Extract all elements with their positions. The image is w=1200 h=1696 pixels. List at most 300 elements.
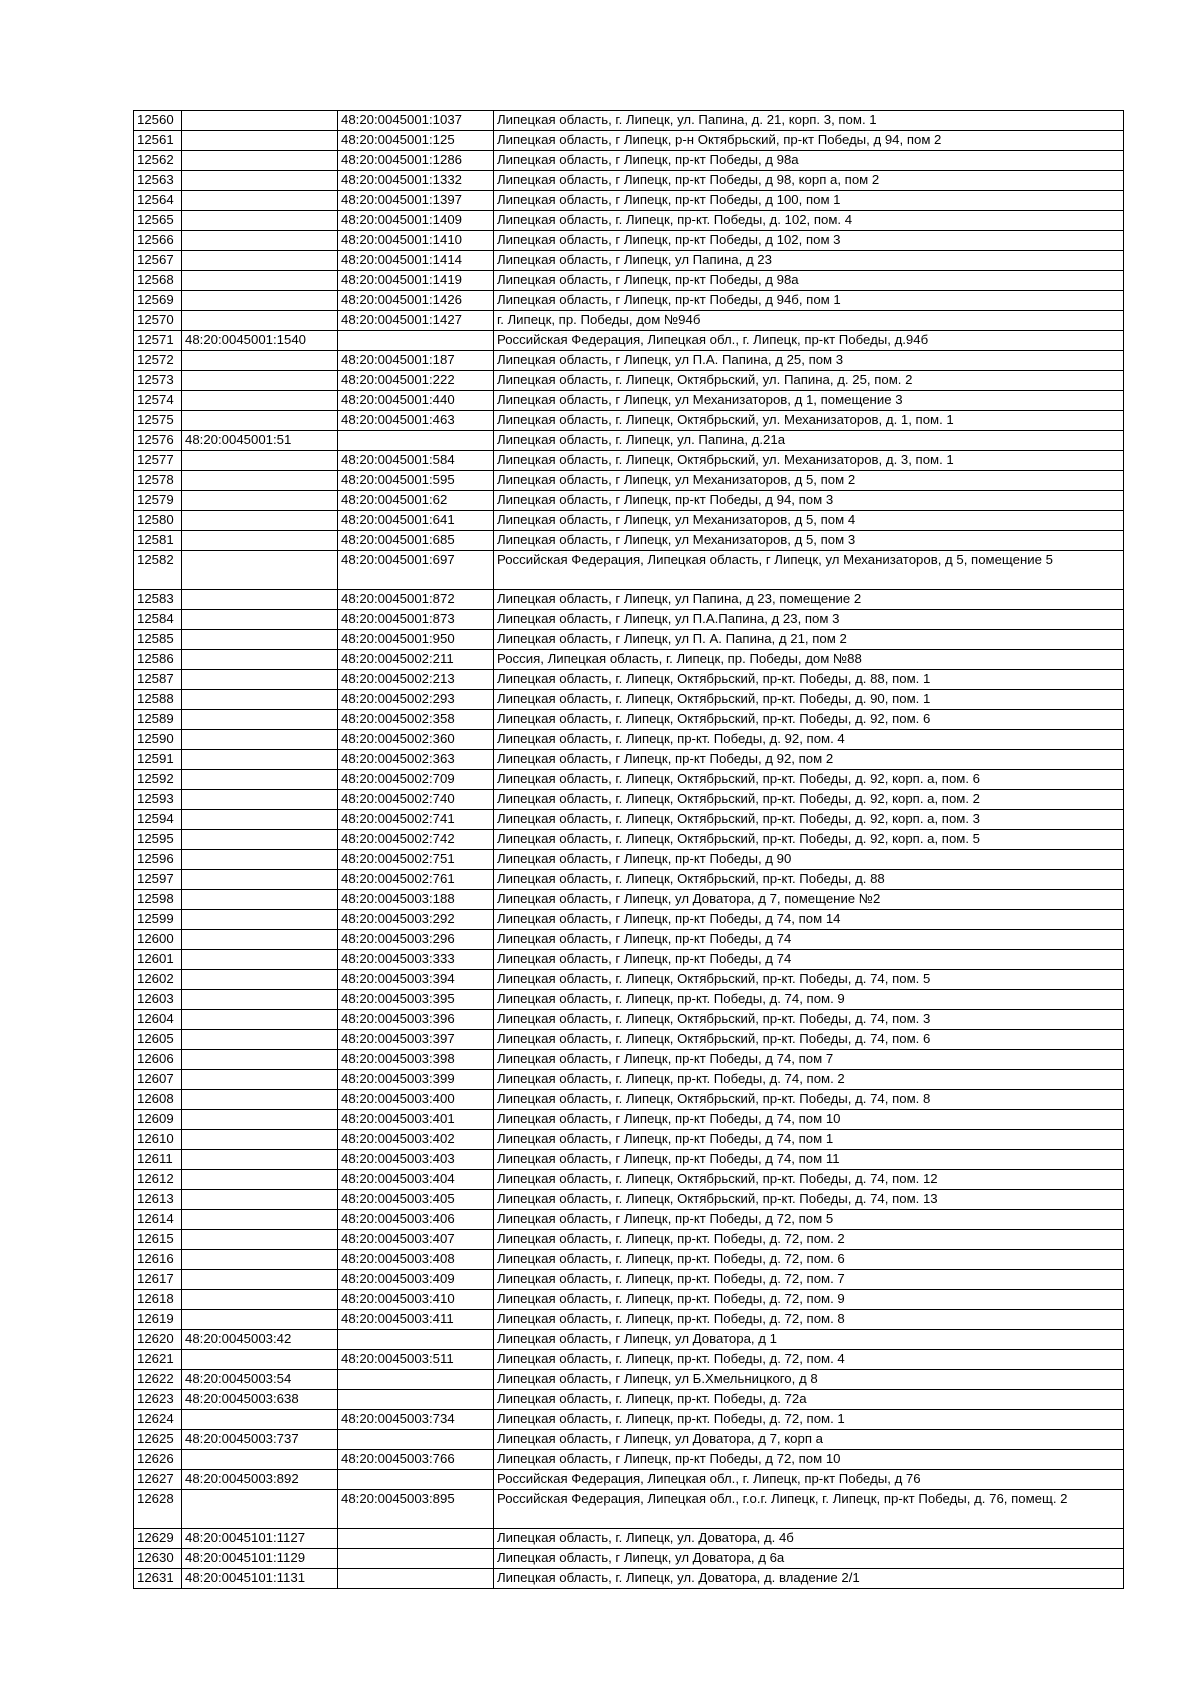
table-row <box>134 1470 1124 1490</box>
table-row <box>134 431 1124 451</box>
cadastral-number-premises-cell: 48:20:0045002:742 <box>338 830 494 850</box>
address-cell: Липецкая область, г. Липецк, Октябрьский, пр-кт. Победы, д. 88, пом. 1 <box>494 670 1124 690</box>
address-cell: Липецкая область, г Липецк, ул Б.Хмельницкого, д 8 <box>494 1370 1124 1390</box>
cadastral-number-land-cell <box>182 1050 338 1070</box>
row-number-cell: 12578 <box>134 471 182 491</box>
cadastral-number-premises-cell: 48:20:0045003:408 <box>338 1250 494 1270</box>
table-row <box>134 810 1124 830</box>
address-cell: Липецкая область, г. Липецк, Октябрьский, пр-кт. Победы, д. 92, пом. 6 <box>494 710 1124 730</box>
cadastral-number-premises-cell: 48:20:0045003:333 <box>338 950 494 970</box>
row-number-cell: 12595 <box>134 830 182 850</box>
row-number-cell: 12583 <box>134 590 182 610</box>
cadastral-number-land-cell <box>182 610 338 630</box>
cadastral-number-land-cell <box>182 291 338 311</box>
row-number-cell: 12581 <box>134 531 182 551</box>
address-cell: Липецкая область, г. Липецк, Октябрьский, пр-кт. Победы, д. 74, пом. 5 <box>494 970 1124 990</box>
cadastral-number-land-cell <box>182 1090 338 1110</box>
cadastral-number-premises-cell: 48:20:0045001:1414 <box>338 251 494 271</box>
table-row <box>134 990 1124 1010</box>
table-row <box>134 1070 1124 1090</box>
cadastral-number-land-cell <box>182 1230 338 1250</box>
cadastral-number-premises-cell: 48:20:0045003:395 <box>338 990 494 1010</box>
table-row <box>134 191 1124 211</box>
cadastral-number-premises-cell <box>338 1370 494 1390</box>
cadastral-number-land-cell <box>182 1350 338 1370</box>
row-number-cell: 12564 <box>134 191 182 211</box>
cadastral-number-premises-cell: 48:20:0045002:211 <box>338 650 494 670</box>
row-number-cell: 12616 <box>134 1250 182 1270</box>
table-row <box>134 910 1124 930</box>
cadastral-number-premises-cell: 48:20:0045003:394 <box>338 970 494 990</box>
cadastral-number-land-cell <box>182 1110 338 1130</box>
cadastral-number-land-cell <box>182 1290 338 1310</box>
address-cell: Липецкая область, г. Липецк, пр-кт. Победы, д. 92, пом. 4 <box>494 730 1124 750</box>
cadastral-number-premises-cell: 48:20:0045001:187 <box>338 351 494 371</box>
cadastral-number-land-cell <box>182 131 338 151</box>
row-number-cell: 12563 <box>134 171 182 191</box>
table-row <box>134 151 1124 171</box>
cadastral-number-premises-cell: 48:20:0045003:410 <box>338 1290 494 1310</box>
table-row <box>134 471 1124 491</box>
row-number-cell: 12615 <box>134 1230 182 1250</box>
cadastral-number-land-cell <box>182 231 338 251</box>
address-cell: Липецкая область, г Липецк, ул Доватора, д 1 <box>494 1330 1124 1350</box>
cadastral-number-land-cell <box>182 511 338 531</box>
row-number-cell: 12592 <box>134 770 182 790</box>
row-number-cell: 12617 <box>134 1270 182 1290</box>
row-number-cell: 12611 <box>134 1150 182 1170</box>
cadastral-number-premises-cell: 48:20:0045001:595 <box>338 471 494 491</box>
table-row <box>134 171 1124 191</box>
cadastral-number-premises-cell: 48:20:0045002:761 <box>338 870 494 890</box>
cadastral-number-land-cell <box>182 371 338 391</box>
table-row <box>134 531 1124 551</box>
address-cell: Липецкая область, г. Липецк, ул. Папина, д. 21, корп. 3, пом. 1 <box>494 111 1124 131</box>
table-row <box>134 1490 1124 1529</box>
address-cell: Липецкая область, г. Липецк, Октябрьский, пр-кт. Победы, д. 74, пом. 3 <box>494 1010 1124 1030</box>
address-cell: Липецкая область, г. Липецк, пр-кт. Победы, д. 72, пом. 4 <box>494 1350 1124 1370</box>
table-row <box>134 371 1124 391</box>
table-row <box>134 1190 1124 1210</box>
cadastral-number-land-cell <box>182 1150 338 1170</box>
address-cell: Липецкая область, г. Липецк, пр-кт. Победы, д. 72, пом. 9 <box>494 1290 1124 1310</box>
table-row <box>134 1370 1124 1390</box>
cadastral-number-land-cell <box>182 551 338 590</box>
table-row <box>134 511 1124 531</box>
row-number-cell: 12625 <box>134 1430 182 1450</box>
cadastral-number-land-cell <box>182 211 338 231</box>
table-row <box>134 1290 1124 1310</box>
cadastral-number-land-cell <box>182 171 338 191</box>
cadastral-number-land-cell <box>182 1030 338 1050</box>
table-row <box>134 131 1124 151</box>
table-row <box>134 451 1124 471</box>
table-row <box>134 311 1124 331</box>
cadastral-number-premises-cell: 48:20:0045003:398 <box>338 1050 494 1070</box>
address-cell: Липецкая область, г. Липецк, пр-кт. Победы, д. 72, пом. 2 <box>494 1230 1124 1250</box>
address-cell: Липецкая область, г. Липецк, пр-кт. Победы, д. 72, пом. 8 <box>494 1310 1124 1330</box>
cadastral-number-land-cell <box>182 1450 338 1470</box>
table-row <box>134 790 1124 810</box>
cadastral-number-premises-cell: 48:20:0045003:188 <box>338 890 494 910</box>
address-cell: Липецкая область, г Липецк, пр-кт Победы, д 94б, пом 1 <box>494 291 1124 311</box>
table-row <box>134 231 1124 251</box>
row-number-cell: 12613 <box>134 1190 182 1210</box>
cadastral-number-land-cell: 48:20:0045003:42 <box>182 1330 338 1350</box>
table-row <box>134 351 1124 371</box>
row-number-cell: 12594 <box>134 810 182 830</box>
cadastral-number-premises-cell <box>338 1330 494 1350</box>
table-row <box>134 690 1124 710</box>
cadastral-number-land-cell <box>182 950 338 970</box>
row-number-cell: 12612 <box>134 1170 182 1190</box>
row-number-cell: 12590 <box>134 730 182 750</box>
cadastral-number-land-cell <box>182 890 338 910</box>
row-number-cell: 12560 <box>134 111 182 131</box>
cadastral-number-premises-cell: 48:20:0045001:584 <box>338 451 494 471</box>
cadastral-number-land-cell: 48:20:0045001:51 <box>182 431 338 451</box>
cadastral-number-land-cell <box>182 590 338 610</box>
row-number-cell: 12597 <box>134 870 182 890</box>
cadastral-number-premises-cell: 48:20:0045001:1409 <box>338 211 494 231</box>
cadastral-number-land-cell <box>182 1210 338 1230</box>
row-number-cell: 12621 <box>134 1350 182 1370</box>
cadastral-number-premises-cell: 48:20:0045002:360 <box>338 730 494 750</box>
cadastral-number-premises-cell: 48:20:0045003:401 <box>338 1110 494 1130</box>
row-number-cell: 12622 <box>134 1370 182 1390</box>
address-cell: Российская Федерация, Липецкая обл., г.о.г. Липецк, г. Липецк, пр-кт Победы, д. 76, помещ. 2 <box>494 1490 1124 1529</box>
address-cell: Липецкая область, г. Липецк, ул. Доватора, д. владение 2/1 <box>494 1569 1124 1589</box>
cadastral-number-land-cell <box>182 1190 338 1210</box>
table-row <box>134 1030 1124 1050</box>
cadastral-number-land-cell <box>182 111 338 131</box>
address-cell: Липецкая область, г. Липецк, пр-кт. Победы, д. 74, пом. 9 <box>494 990 1124 1010</box>
table-row <box>134 750 1124 770</box>
table-row <box>134 1250 1124 1270</box>
cadastral-number-premises-cell: 48:20:0045002:363 <box>338 750 494 770</box>
cadastral-number-premises-cell: 48:20:0045001:125 <box>338 131 494 151</box>
cadastral-number-land-cell: 48:20:0045003:54 <box>182 1370 338 1390</box>
row-number-cell: 12599 <box>134 910 182 930</box>
cadastral-number-premises-cell <box>338 1430 494 1450</box>
cadastral-number-premises-cell: 48:20:0045001:697 <box>338 551 494 590</box>
cadastral-number-premises-cell: 48:20:0045002:709 <box>338 770 494 790</box>
table-row <box>134 770 1124 790</box>
address-cell: Липецкая область, г. Липецк, пр-кт. Победы, д. 72а <box>494 1390 1124 1410</box>
address-cell: Российская Федерация, Липецкая обл., г. Липецк, пр-кт Победы, д 76 <box>494 1470 1124 1490</box>
address-cell: Липецкая область, г Липецк, ул Доватора, д 7, помещение №2 <box>494 890 1124 910</box>
table-row <box>134 1170 1124 1190</box>
table-row <box>134 710 1124 730</box>
cadastral-number-land-cell: 48:20:0045101:1129 <box>182 1549 338 1569</box>
address-cell: Российская Федерация, Липецкая обл., г. Липецк, пр-кт Победы, д.94б <box>494 331 1124 351</box>
cadastral-number-land-cell: 48:20:0045003:737 <box>182 1430 338 1450</box>
table-row <box>134 890 1124 910</box>
cadastral-number-premises-cell <box>338 1549 494 1569</box>
address-cell: Липецкая область, г. Липецк, пр-кт. Победы, д. 72, пом. 6 <box>494 1250 1124 1270</box>
address-cell: г. Липецк, пр. Победы, дом №94б <box>494 311 1124 331</box>
cadastral-number-land-cell <box>182 1410 338 1430</box>
address-cell: Липецкая область, г. Липецк, пр-кт. Победы, д. 72, пом. 7 <box>494 1270 1124 1290</box>
row-number-cell: 12569 <box>134 291 182 311</box>
cadastral-number-land-cell <box>182 491 338 511</box>
address-cell: Липецкая область, г Липецк, пр-кт Победы, д 98а <box>494 271 1124 291</box>
row-number-cell: 12610 <box>134 1130 182 1150</box>
cadastral-number-premises-cell: 48:20:0045003:396 <box>338 1010 494 1030</box>
registry-table-body <box>134 111 1124 1589</box>
row-number-cell: 12609 <box>134 1110 182 1130</box>
cadastral-number-premises-cell <box>338 1569 494 1589</box>
cadastral-number-premises-cell <box>338 1470 494 1490</box>
address-cell: Липецкая область, г Липецк, ул П.А.Папина, д 23, пом 3 <box>494 610 1124 630</box>
cadastral-number-land-cell <box>182 1010 338 1030</box>
cadastral-number-premises-cell: 48:20:0045001:1426 <box>338 291 494 311</box>
table-row <box>134 291 1124 311</box>
table-row <box>134 1090 1124 1110</box>
row-number-cell: 12577 <box>134 451 182 471</box>
address-cell: Липецкая область, г Липецк, пр-кт Победы, д 74, пом 1 <box>494 1130 1124 1150</box>
row-number-cell: 12626 <box>134 1450 182 1470</box>
cadastral-number-land-cell <box>182 730 338 750</box>
cadastral-number-land-cell <box>182 391 338 411</box>
table-row <box>134 1549 1124 1569</box>
row-number-cell: 12596 <box>134 850 182 870</box>
address-cell: Липецкая область, г Липецк, ул Папина, д 23, помещение 2 <box>494 590 1124 610</box>
address-cell: Липецкая область, г Липецк, пр-кт Победы, д 98, корп а, пом 2 <box>494 171 1124 191</box>
address-cell: Липецкая область, г Липецк, пр-кт Победы, д 98а <box>494 151 1124 171</box>
address-cell: Липецкая область, г Липецк, пр-кт Победы, д 74, пом 7 <box>494 1050 1124 1070</box>
row-number-cell: 12587 <box>134 670 182 690</box>
row-number-cell: 12561 <box>134 131 182 151</box>
row-number-cell: 12572 <box>134 351 182 371</box>
table-row <box>134 930 1124 950</box>
address-cell: Липецкая область, г. Липецк, Октябрьский, пр-кт. Победы, д. 88 <box>494 870 1124 890</box>
cadastral-number-land-cell <box>182 930 338 950</box>
address-cell: Липецкая область, г. Липецк, пр-кт. Победы, д. 74, пом. 2 <box>494 1070 1124 1090</box>
property-registry-table <box>133 110 1124 1589</box>
cadastral-number-premises-cell: 48:20:0045003:409 <box>338 1270 494 1290</box>
row-number-cell: 12591 <box>134 750 182 770</box>
address-cell: Липецкая область, г Липецк, ул Доватора, д 6а <box>494 1549 1124 1569</box>
table-row <box>134 411 1124 431</box>
cadastral-number-premises-cell: 48:20:0045003:734 <box>338 1410 494 1430</box>
cadastral-number-land-cell <box>182 850 338 870</box>
cadastral-number-land-cell <box>182 311 338 331</box>
cadastral-number-premises-cell: 48:20:0045003:403 <box>338 1150 494 1170</box>
address-cell: Липецкая область, г. Липецк, Октябрьский, пр-кт. Победы, д. 92, корп. а, пом. 5 <box>494 830 1124 850</box>
row-number-cell: 12571 <box>134 331 182 351</box>
address-cell: Липецкая область, г Липецк, пр-кт Победы, д 94, пом 3 <box>494 491 1124 511</box>
table-row <box>134 1450 1124 1470</box>
address-cell: Липецкая область, г Липецк, пр-кт Победы, д 74 <box>494 930 1124 950</box>
cadastral-number-land-cell <box>182 351 338 371</box>
cadastral-number-premises-cell <box>338 331 494 351</box>
table-row <box>134 870 1124 890</box>
table-row <box>134 491 1124 511</box>
table-row <box>134 551 1124 590</box>
cadastral-number-premises-cell: 48:20:0045003:399 <box>338 1070 494 1090</box>
row-number-cell: 12602 <box>134 970 182 990</box>
cadastral-number-premises-cell: 48:20:0045001:1410 <box>338 231 494 251</box>
cadastral-number-premises-cell: 48:20:0045003:511 <box>338 1350 494 1370</box>
table-row <box>134 111 1124 131</box>
address-cell: Липецкая область, г Липецк, пр-кт Победы, д 74 <box>494 950 1124 970</box>
row-number-cell: 12579 <box>134 491 182 511</box>
cadastral-number-premises-cell <box>338 1529 494 1549</box>
cadastral-number-premises-cell: 48:20:0045003:292 <box>338 910 494 930</box>
row-number-cell: 12600 <box>134 930 182 950</box>
cadastral-number-premises-cell: 48:20:0045001:222 <box>338 371 494 391</box>
table-row <box>134 970 1124 990</box>
cadastral-number-land-cell <box>182 870 338 890</box>
table-row <box>134 1230 1124 1250</box>
row-number-cell: 12603 <box>134 990 182 1010</box>
address-cell: Липецкая область, г. Липецк, Октябрьский, пр-кт. Победы, д. 74, пом. 6 <box>494 1030 1124 1050</box>
row-number-cell: 12624 <box>134 1410 182 1430</box>
cadastral-number-land-cell <box>182 531 338 551</box>
cadastral-number-land-cell <box>182 910 338 930</box>
table-row <box>134 1130 1124 1150</box>
row-number-cell: 12567 <box>134 251 182 271</box>
address-cell: Липецкая область, г Липецк, пр-кт Победы, д 74, пом 11 <box>494 1150 1124 1170</box>
address-cell: Липецкая область, г. Липецк, пр-кт. Победы, д. 72, пом. 1 <box>494 1410 1124 1430</box>
cadastral-number-land-cell <box>182 710 338 730</box>
row-number-cell: 12584 <box>134 610 182 630</box>
row-number-cell: 12608 <box>134 1090 182 1110</box>
cadastral-number-land-cell <box>182 970 338 990</box>
table-row <box>134 850 1124 870</box>
cadastral-number-premises-cell: 48:20:0045003:406 <box>338 1210 494 1230</box>
cadastral-number-land-cell <box>182 1270 338 1290</box>
address-cell: Липецкая область, г Липецк, р-н Октябрьский, пр-кт Победы, д 94, пом 2 <box>494 131 1124 151</box>
cadastral-number-premises-cell: 48:20:0045002:358 <box>338 710 494 730</box>
table-row <box>134 830 1124 850</box>
row-number-cell: 12631 <box>134 1569 182 1589</box>
cadastral-number-land-cell <box>182 1490 338 1529</box>
row-number-cell: 12627 <box>134 1470 182 1490</box>
row-number-cell: 12585 <box>134 630 182 650</box>
table-row <box>134 1270 1124 1290</box>
cadastral-number-land-cell <box>182 690 338 710</box>
address-cell: Липецкая область, г Липецк, ул Доватора, д 7, корп а <box>494 1430 1124 1450</box>
address-cell: Липецкая область, г. Липецк, Октябрьский, ул. Механизаторов, д. 1, пом. 1 <box>494 411 1124 431</box>
cadastral-number-premises-cell: 48:20:0045003:404 <box>338 1170 494 1190</box>
address-cell: Липецкая область, г Липецк, пр-кт Победы, д 100, пом 1 <box>494 191 1124 211</box>
cadastral-number-premises-cell <box>338 431 494 451</box>
table-row <box>134 1529 1124 1549</box>
row-number-cell: 12619 <box>134 1310 182 1330</box>
cadastral-number-land-cell <box>182 830 338 850</box>
address-cell: Липецкая область, г Липецк, ул Механизаторов, д 1, помещение 3 <box>494 391 1124 411</box>
address-cell: Липецкая область, г. Липецк, ул. Доватора, д. 4б <box>494 1529 1124 1549</box>
cadastral-number-land-cell <box>182 451 338 471</box>
cadastral-number-land-cell <box>182 191 338 211</box>
address-cell: Липецкая область, г. Липецк, Октябрьский, ул. Механизаторов, д. 3, пом. 1 <box>494 451 1124 471</box>
cadastral-number-premises-cell: 48:20:0045001:463 <box>338 411 494 431</box>
row-number-cell: 12614 <box>134 1210 182 1230</box>
row-number-cell: 12628 <box>134 1490 182 1529</box>
cadastral-number-land-cell <box>182 471 338 491</box>
address-cell: Липецкая область, г. Липецк, Октябрьский, пр-кт. Победы, д. 92, корп. а, пом. 3 <box>494 810 1124 830</box>
table-row <box>134 271 1124 291</box>
cadastral-number-premises-cell: 48:20:0045003:407 <box>338 1230 494 1250</box>
row-number-cell: 12601 <box>134 950 182 970</box>
cadastral-number-land-cell <box>182 670 338 690</box>
cadastral-number-premises-cell: 48:20:0045001:1427 <box>338 311 494 331</box>
cadastral-number-land-cell: 48:20:0045003:638 <box>182 1390 338 1410</box>
cadastral-number-premises-cell: 48:20:0045003:895 <box>338 1490 494 1529</box>
address-cell: Липецкая область, г. Липецк, Октябрьский, пр-кт. Победы, д. 92, корп. а, пом. 2 <box>494 790 1124 810</box>
table-row <box>134 1110 1124 1130</box>
cadastral-number-land-cell <box>182 630 338 650</box>
cadastral-number-premises-cell: 48:20:0045002:293 <box>338 690 494 710</box>
cadastral-number-premises-cell: 48:20:0045003:397 <box>338 1030 494 1050</box>
cadastral-number-premises-cell: 48:20:0045003:766 <box>338 1450 494 1470</box>
row-number-cell: 12568 <box>134 271 182 291</box>
cadastral-number-land-cell <box>182 770 338 790</box>
cadastral-number-land-cell <box>182 411 338 431</box>
table-row <box>134 1310 1124 1330</box>
cadastral-number-land-cell: 48:20:0045003:892 <box>182 1470 338 1490</box>
cadastral-number-premises-cell: 48:20:0045002:213 <box>338 670 494 690</box>
row-number-cell: 12576 <box>134 431 182 451</box>
row-number-cell: 12589 <box>134 710 182 730</box>
row-number-cell: 12562 <box>134 151 182 171</box>
table-row <box>134 1430 1124 1450</box>
row-number-cell: 12582 <box>134 551 182 590</box>
address-cell: Липецкая область, г. Липецк, ул. Папина, д.21а <box>494 431 1124 451</box>
row-number-cell: 12623 <box>134 1390 182 1410</box>
address-cell: Липецкая область, г. Липецк, Октябрьский, пр-кт. Победы, д. 92, корп. а, пом. 6 <box>494 770 1124 790</box>
cadastral-number-land-cell: 48:20:0045101:1127 <box>182 1529 338 1549</box>
row-number-cell: 12593 <box>134 790 182 810</box>
cadastral-number-premises-cell: 48:20:0045001:440 <box>338 391 494 411</box>
cadastral-number-premises-cell: 48:20:0045001:1037 <box>338 111 494 131</box>
cadastral-number-land-cell <box>182 750 338 770</box>
cadastral-number-land-cell <box>182 1170 338 1190</box>
table-row <box>134 610 1124 630</box>
cadastral-number-land-cell <box>182 650 338 670</box>
address-cell: Липецкая область, г Липецк, пр-кт Победы, д 72, пом 10 <box>494 1450 1124 1470</box>
table-row <box>134 1569 1124 1589</box>
table-row <box>134 1410 1124 1430</box>
cadastral-number-premises-cell: 48:20:0045001:641 <box>338 511 494 531</box>
cadastral-number-land-cell: 48:20:0045001:1540 <box>182 331 338 351</box>
address-cell: Липецкая область, г Липецк, ул Механизаторов, д 5, пом 2 <box>494 471 1124 491</box>
table-row <box>134 1210 1124 1230</box>
cadastral-number-premises-cell: 48:20:0045003:402 <box>338 1130 494 1150</box>
address-cell: Липецкая область, г Липецк, пр-кт Победы, д 90 <box>494 850 1124 870</box>
table-row <box>134 1150 1124 1170</box>
cadastral-number-land-cell <box>182 151 338 171</box>
address-cell: Липецкая область, г Липецк, ул Папина, д 23 <box>494 251 1124 271</box>
table-row <box>134 1050 1124 1070</box>
row-number-cell: 12566 <box>134 231 182 251</box>
address-cell: Липецкая область, г Липецк, пр-кт Победы, д 72, пом 5 <box>494 1210 1124 1230</box>
row-number-cell: 12629 <box>134 1529 182 1549</box>
row-number-cell: 12630 <box>134 1549 182 1569</box>
table-row <box>134 1350 1124 1370</box>
cadastral-number-land-cell <box>182 251 338 271</box>
row-number-cell: 12570 <box>134 311 182 331</box>
address-cell: Липецкая область, г. Липецк, Октябрьский, пр-кт. Победы, д. 74, пом. 12 <box>494 1170 1124 1190</box>
cadastral-number-premises-cell <box>338 1390 494 1410</box>
row-number-cell: 12574 <box>134 391 182 411</box>
table-row <box>134 211 1124 231</box>
row-number-cell: 12620 <box>134 1330 182 1350</box>
cadastral-number-premises-cell: 48:20:0045001:62 <box>338 491 494 511</box>
address-cell: Липецкая область, г Липецк, пр-кт Победы, д 74, пом 10 <box>494 1110 1124 1130</box>
